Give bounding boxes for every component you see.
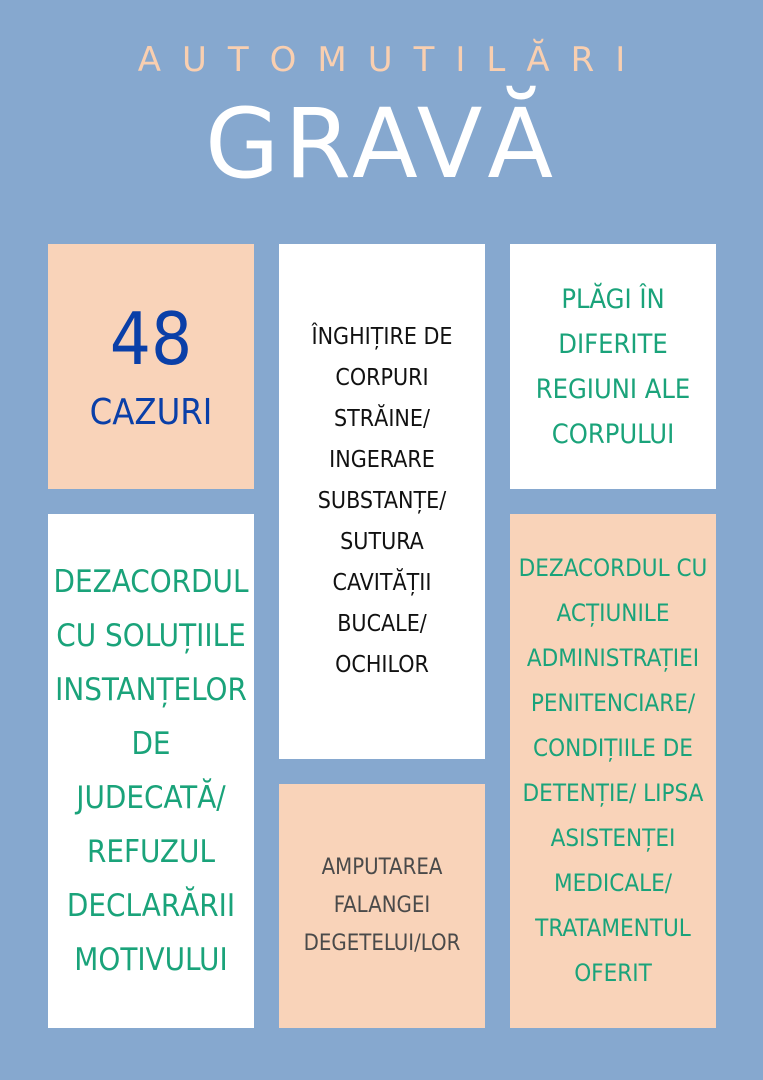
ingestion-box [279,244,485,759]
cases-label: CAZURI [89,391,213,433]
court-box [48,514,254,1028]
cases-number: 48 [109,296,193,381]
page-title: GRAVĂ [204,88,559,200]
court-text: DEZACORDUL CU SOLUȚIILE INSTANȚELOR DE JUDECATĂ/ REFUZUL DECLARĂRII MOTIVULUI [53,564,249,978]
wounds-text: PLĂGI ÎN DIFERITE REGIUNI ALE CORPULUI [535,283,691,450]
cases-count-box [48,244,254,489]
administration-text: DEZACORDUL CU ACȚIUNILE ADMINISTRAȚIEI PENITENCIARE/ CONDIȚIILE DE DETENȚIE/ LIPSA ASISTENȚEI MEDICALE/ TRATAMENTUL OFERIT [518,554,708,987]
ingestion-text: ÎNGHIȚIRE DE CORPURI STRĂINE/ INGERARE SUBSTANȚE/ SUTURA CAVITĂȚII BUCALE/ OCHILOR [311,324,453,678]
amputation-text: AMPUTAREA FALANGEI DEGETELUI/LOR [303,855,461,956]
page-subtitle: AUTOMUTILĂRI [137,40,647,80]
wounds-box [510,244,716,489]
administration-box [510,514,716,1028]
amputation-box [279,784,485,1028]
